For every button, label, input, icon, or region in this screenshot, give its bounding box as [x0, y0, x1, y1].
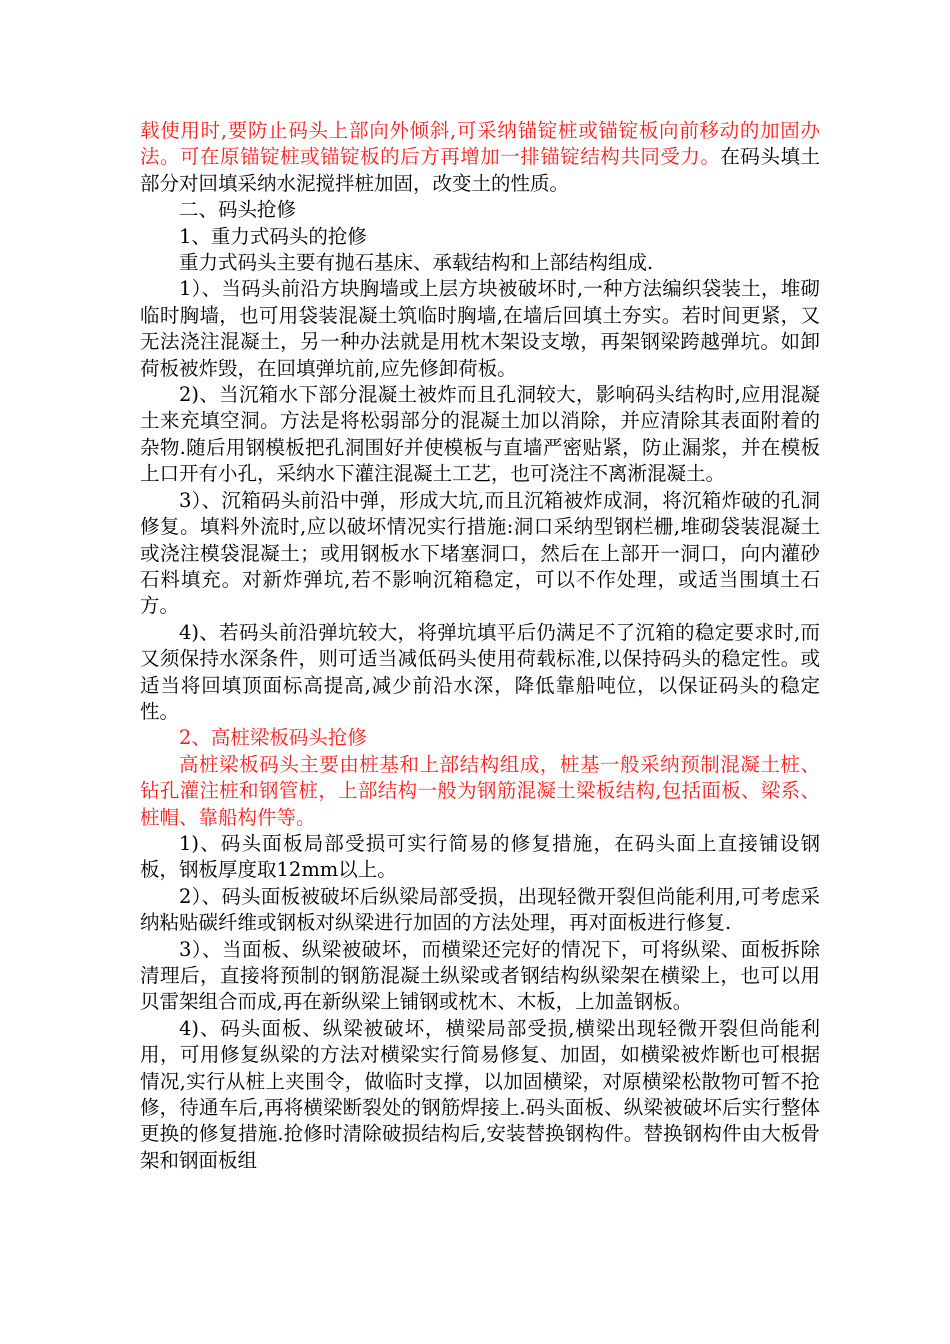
- paragraph-text: 在码头填土部分对回填采纳水泥搅拌桩加固，改变土的性质。: [140, 145, 820, 195]
- highlighted-paragraph: 高桩梁板码头主要由桩基和上部结构组成，桩基一般采纳预制混凝土桩、钻孔灌注桩和钢管桩，上部结构一般为钢筋混凝土梁板结构,包括面板、梁系、桩帽、靠船构件等。: [140, 752, 820, 829]
- list-item: 4)、码头面板、纵梁被破坏，横梁局部受损,横梁出现轻微开裂但尚能利用，可用修复纵梁的方法对横梁实行简易修复、加固，如横梁被炸断也可根据情况,实行从桩上夹围令，做临时支撑，以加固横梁，对原横梁松散物可暂不抢修，待通车后,再将横梁断裂处的钢筋焊接上.码头面板、纵梁被破坏后实行整体更换的修复措施.抢修时清除破损结构后,安装替换钢构件。替换钢构件由大板骨架和钢面板组: [140, 1016, 820, 1172]
- highlighted-text: 载使用时,要防止码头上部向外倾斜,可采纳锚锭桩或锚锭板向前移动的加固办法。可在原锚锭桩或锚锭板的后方再增加一排锚锭结构共同受力。: [140, 119, 820, 169]
- list-item: 1）、当码头前沿方块胸墙或上层方块被破坏时,一种方法编织袋装土，堆砌临时胸墙，也可用袋装混凝土筑临时胸墙,在墙后回填土夯实。若时间更紧，又无法浇注混凝土，另一种办法就是用枕木架设支墩，再架钢梁跨越弹坑。如卸荷板被炸毁，在回填弹坑前,应先修卸荷板。: [140, 277, 820, 380]
- list-item: 4)、若码头前沿弹坑较大，将弹坑填平后仍满足不了沉箱的稳定要求时,而又须保持水深条件，则可适当减低码头使用荷载标准,以保持码头的稳定性。或适当将回填顶面标高提高,减少前沿水深，降低靠船吨位，以保证码头的稳定性。: [140, 620, 820, 723]
- paragraph: 重力式码头主要有抛石基床、承载结构和上部结构组成.: [179, 251, 654, 275]
- document-page: [140, 118, 820, 1174]
- list-item: 1)、码头面板局部受损可实行简易的修复措施，在码头面上直接铺设钢板，钢板厚度取12mm以上。: [140, 831, 820, 882]
- section-heading: 二、码头抢修: [179, 198, 297, 222]
- paragraph-continuation: [140, 118, 820, 197]
- subsection-heading: 2、高桩梁板码头抢修: [179, 726, 367, 750]
- list-item: 2)、当沉箱水下部分混凝土被炸而且孔洞较大，影响码头结构时,应用混凝土来充填空洞。方法是将松弱部分的混凝土加以消除，并应清除其表面附着的杂物.随后用钢模板把孔洞围好并使模板与直墙严密贴紧，防止漏浆，并在模板上口开有小孔，采纳水下灌注混凝土工艺，也可浇注不离淅混凝土。: [140, 383, 820, 486]
- subsection-heading: 1、重力式码头的抢修: [179, 224, 367, 248]
- list-item: 2）、码头面板被破坏后纵梁局部受损，出现轻微开裂但尚能利用,可考虑采纳粘贴碳纤维或钢板对纵梁进行加固的方法处理，再对面板进行修复.: [140, 884, 820, 935]
- list-item: 3）、沉箱码头前沿中弹，形成大坑,而且沉箱被炸成洞，将沉箱炸破的孔洞修复。填料外流时,应以破坏情况实行措施:洞口采纳型钢栏栅,堆砌袋装混凝土或浇注模袋混凝土；或用钢板水下堵塞洞口，然后在上部开一洞口，向内灌砂石料填充。对新炸弹坑,若不影响沉箱稳定，可以不作处理，或适当围填土石方。: [140, 488, 820, 618]
- list-item: 3）、当面板、纵梁被破坏，而横梁还完好的情况下，可将纵梁、面板拆除清理后，直接将预制的钢筋混凝土纵梁或者钢结构纵梁架在横梁上，也可以用贝雷架组合而成,再在新纵梁上铺钢或枕木、木板，上加盖钢板。: [140, 937, 820, 1014]
